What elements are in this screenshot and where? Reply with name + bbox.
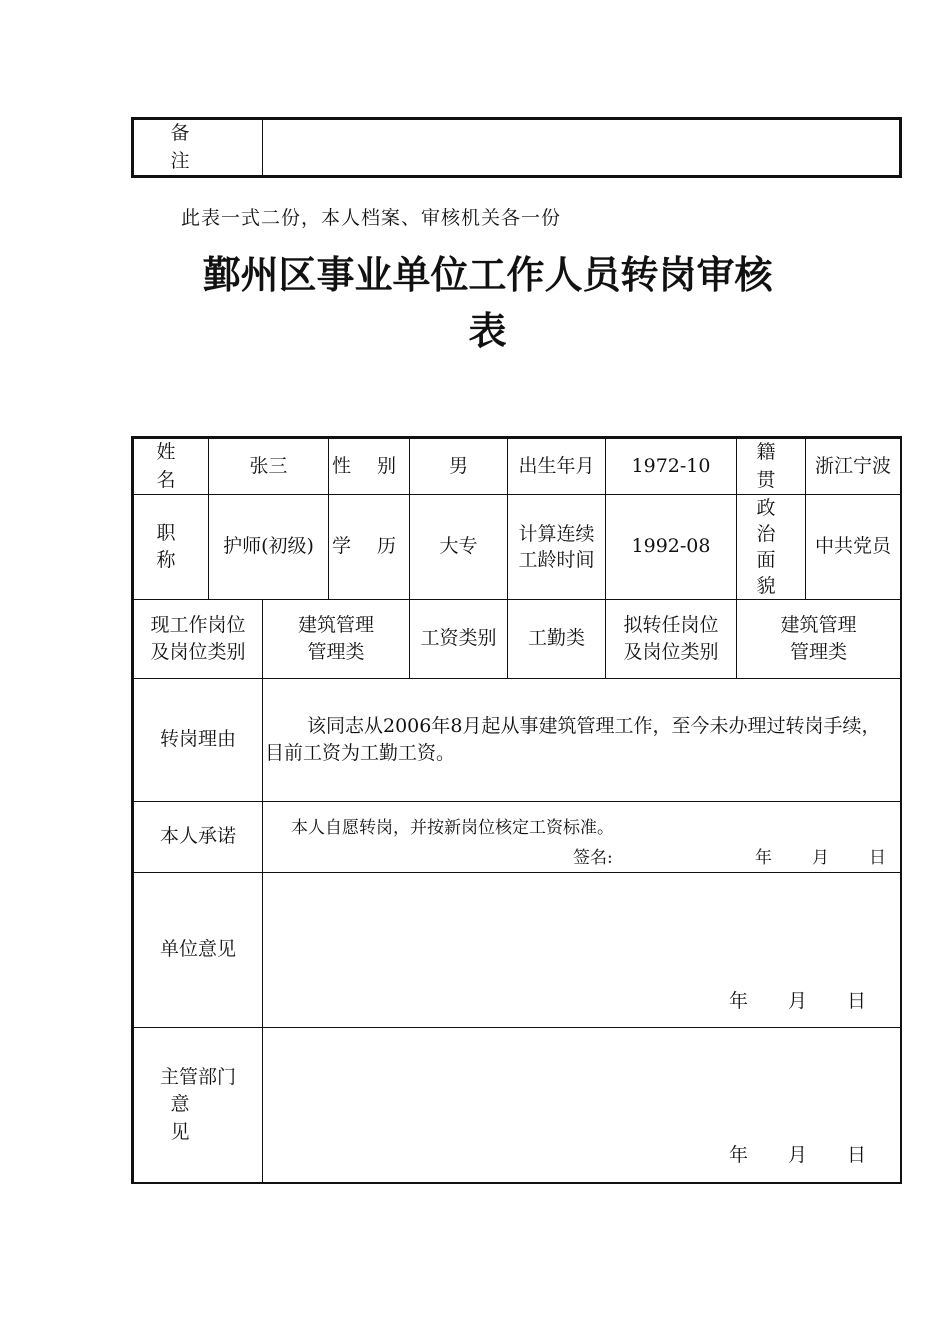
gender-value[interactable]: 男 [410,438,508,495]
dept-opinion-cell[interactable] [263,1028,902,1183]
wage-type-value[interactable]: 工勤类 [508,600,606,679]
current-post-label-line1: 现工作岗位 [150,613,246,636]
current-post-value[interactable] [263,600,410,679]
form-title-line2: 表 [468,309,507,353]
dept-opinion-date [689,1142,866,1170]
current-post-value-line1: 建筑管理 [298,613,375,636]
dept-opinion-label-line1: 主管部门 [159,1065,236,1088]
dept-opinion-month: 月 [787,1144,807,1167]
promise-month: 月 [812,848,829,869]
reason-text[interactable]: 该同志从2006年8月起从事建筑管理工作，至今未办理过转岗手续，目前工资为工勤工资。 [263,679,902,802]
target-post-value-line1: 建筑管理 [780,613,857,636]
review-form-table [131,436,902,1184]
target-post-value[interactable] [737,600,901,679]
politics-label-line2: 面 貌 [756,549,786,598]
seniority-label-line2: 工龄时间 [518,549,595,572]
origin-value[interactable]: 浙江宁波 [806,438,901,495]
seniority-label [508,495,606,600]
remark-label: 备 注 [133,119,263,177]
unit-opinion-cell[interactable] [263,873,902,1028]
remark-value[interactable] [263,119,901,177]
remark-table [131,117,902,178]
seniority-value[interactable]: 1992-08 [606,495,737,600]
unit-opinion-day: 日 [846,989,866,1012]
dept-opinion-label-line2: 意 见 [170,1093,226,1143]
promise-cell[interactable] [263,802,902,873]
unit-opinion-year: 年 [728,989,748,1012]
target-post-label-line2: 及岗位类别 [623,641,719,664]
form-title [0,247,950,359]
job-title-label: 职 称 [133,495,209,600]
promise-day: 日 [869,848,886,869]
education-label: 学 历 [329,495,410,600]
target-post-label-line1: 拟转任岗位 [623,613,719,636]
dept-opinion-day: 日 [846,1144,866,1167]
signature-label: 签名: [573,848,613,869]
birth-value[interactable]: 1972-10 [606,438,737,495]
form-title-line1: 鄞州区事业单位工作人员转岗审核 [202,253,773,297]
signature-row [573,846,886,871]
job-title-value[interactable]: 护师(初级) [209,495,329,600]
unit-opinion-date [689,988,866,1016]
dept-opinion-label [133,1028,263,1183]
politics-label-line1: 政 治 [756,497,786,546]
unit-opinion-label: 单位意见 [133,873,263,1028]
current-post-value-line2: 管理类 [307,641,365,664]
name-value[interactable]: 张三 [209,438,329,495]
promise-year: 年 [755,848,772,869]
promise-label: 本人承诺 [133,802,263,873]
name-label: 姓 名 [133,438,209,495]
copies-note: 此表一式二份，本人档案、审核机关各一份 [181,207,562,229]
birth-label: 出生年月 [508,438,606,495]
origin-label: 籍 贯 [737,438,806,495]
wage-type-label: 工资类别 [410,600,508,679]
gender-label: 性 别 [329,438,410,495]
target-post-value-line2: 管理类 [790,641,848,664]
politics-label [737,495,806,600]
unit-opinion-month: 月 [787,989,807,1012]
dept-opinion-year: 年 [728,1144,748,1167]
politics-value[interactable]: 中共党员 [806,495,901,600]
education-value[interactable]: 大专 [410,495,508,600]
seniority-label-line1: 计算连续 [518,523,595,546]
promise-date [755,846,886,871]
current-post-label [133,600,263,679]
reason-label: 转岗理由 [133,679,263,802]
target-post-label [606,600,737,679]
promise-text: 本人自愿转岗，并按新岗位核定工资标准。 [291,818,614,839]
current-post-label-line2: 及岗位类别 [150,641,246,664]
